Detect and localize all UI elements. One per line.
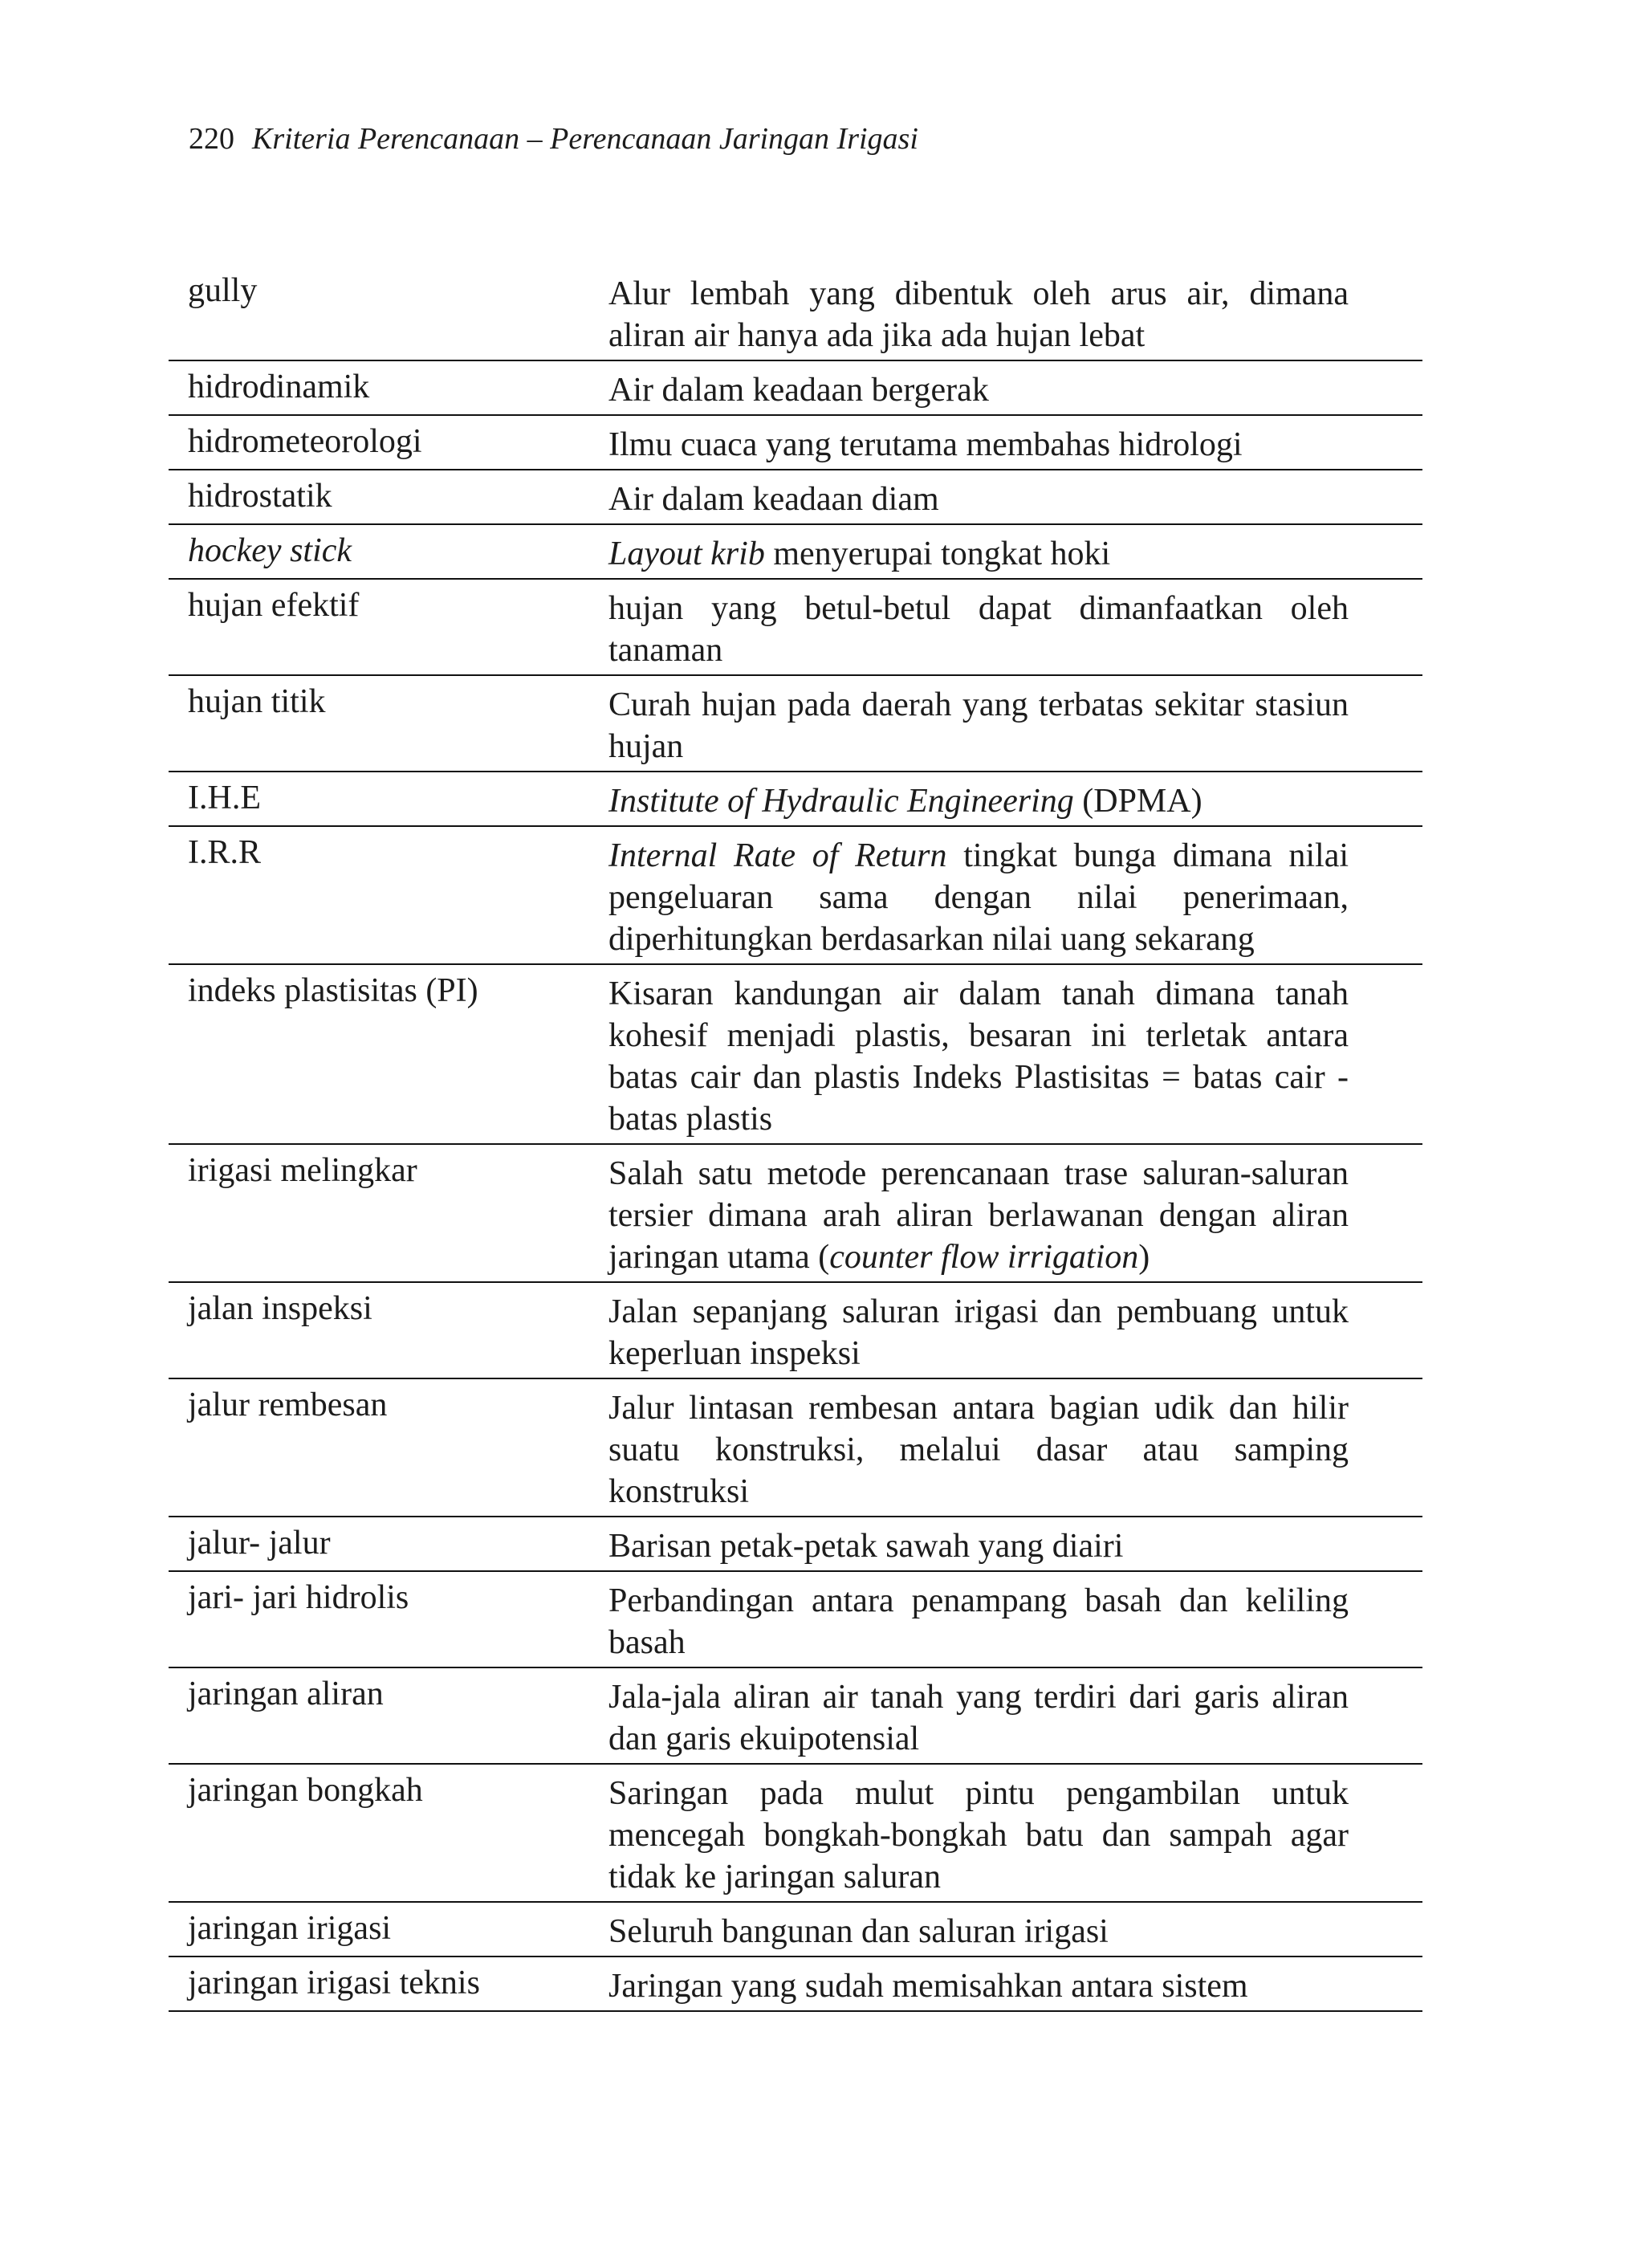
glossary-definition	[608, 1150, 1349, 1278]
glossary-definition: Air dalam keadaan diam	[608, 481, 939, 518]
definition-text-part: Salah satu metode perencanaan trase saluran-saluran tersier dimana arah aliran berlawanan dengan aliran jaringan utama (	[608, 1155, 1349, 1276]
glossary-term: hidrodinamik	[188, 368, 370, 405]
glossary-row	[169, 772, 1422, 827]
definition-end-part: )	[1138, 1239, 1150, 1276]
glossary-row	[169, 525, 1422, 580]
glossary-definition: Jalan sepanjang saluran irigasi dan pembuang untuk keperluan inspeksi	[608, 1293, 1349, 1372]
glossary-row	[169, 1957, 1422, 2012]
glossary-row	[169, 1765, 1422, 1903]
glossary-row	[169, 265, 1422, 361]
glossary-definition: Kisaran kandungan air dalam tanah dimana tanah kohesif menjadi plastis, besaran ini terletak antara batas cair dan plastis Indeks Plastisitas = batas cair - batas plastis	[608, 975, 1349, 1138]
definition-text-part: tingkat bunga dimana nilai pengeluaran sama dengan nilai penerimaan, diperhitungkan berdasarkan nilai uang sekarang	[608, 837, 1349, 958]
glossary-term: jari- jari hidrolis	[188, 1579, 409, 1616]
glossary-definition: hujan yang betul-betul dapat dimanfaatkan oleh tanaman	[608, 590, 1349, 669]
glossary-term: gully	[188, 272, 258, 309]
glossary-row	[169, 1903, 1422, 1957]
glossary-definition: Saringan pada mulut pintu pengambilan untuk mencegah bongkah-bongkah batu dan sampah agar tidak ke jaringan saluran	[608, 1775, 1349, 1895]
glossary-term: jaringan bongkah	[188, 1772, 423, 1809]
definition-italic-part: Layout krib	[608, 535, 765, 572]
glossary-definition: Air dalam keadaan bergerak	[608, 372, 989, 409]
running-title: Kriteria Perencanaan – Perencanaan Jaringan Irigasi	[252, 122, 918, 156]
glossary-row	[169, 676, 1422, 772]
page-number: 220	[189, 122, 234, 156]
glossary-definition: Curah hujan pada daerah yang terbatas sekitar stasiun hujan	[608, 686, 1349, 765]
glossary-definition: Jala-jala aliran air tanah yang terdiri dari garis aliran dan garis ekuipotensial	[608, 1679, 1349, 1757]
glossary-row	[169, 1517, 1422, 1572]
definition-text-part: (DPMA)	[1073, 783, 1202, 820]
glossary-term: hujan efektif	[188, 587, 360, 624]
glossary-row	[169, 1379, 1422, 1517]
glossary-row	[169, 1668, 1422, 1765]
glossary-term: jalur rembesan	[188, 1386, 388, 1423]
glossary-definition: Ilmu cuaca yang terutama membahas hidrologi	[608, 426, 1243, 463]
glossary-term: jalur- jalur	[188, 1525, 331, 1562]
glossary-definition	[608, 832, 1349, 960]
glossary-definition: Seluruh bangunan dan saluran irigasi	[608, 1913, 1109, 1950]
page-header	[189, 120, 918, 157]
glossary-definition: Jaringan yang sudah memisahkan antara sistem	[608, 1968, 1248, 2005]
definition-text-part: menyerupai tongkat hoki	[764, 535, 1111, 572]
glossary-row	[169, 580, 1422, 676]
definition-italic-part: Institute of Hydraulic Engineering	[608, 783, 1074, 820]
glossary-term: I.H.E	[188, 780, 261, 816]
glossary-term: jalan inspeksi	[188, 1290, 372, 1327]
definition-italic-part: Internal Rate of Return	[608, 837, 947, 874]
definition-italic-part: counter flow irrigation	[829, 1239, 1139, 1276]
glossary-term: indeks plastisitas (PI)	[188, 972, 478, 1009]
glossary-term: irigasi melingkar	[188, 1152, 417, 1189]
glossary-table	[169, 265, 1422, 2012]
glossary-row	[169, 1145, 1422, 1283]
glossary-row	[169, 470, 1422, 525]
glossary-row	[169, 965, 1422, 1145]
glossary-definition: Barisan petak-petak sawah yang diairi	[608, 1528, 1124, 1565]
glossary-term: hidrostatik	[188, 478, 332, 515]
glossary-term: hujan titik	[188, 683, 326, 720]
glossary-row	[169, 416, 1422, 470]
glossary-row	[169, 1572, 1422, 1668]
glossary-term: hidrometeorologi	[188, 423, 422, 460]
glossary-term: jaringan irigasi	[188, 1910, 392, 1947]
glossary-term: jaringan irigasi teknis	[188, 1965, 480, 2001]
glossary-definition: Alur lembah yang dibentuk oleh arus air, dimana aliran air hanya ada jika ada hujan lebat	[608, 275, 1349, 354]
glossary-term: hockey stick	[188, 532, 352, 569]
glossary-definition: Jalur lintasan rembesan antara bagian udik dan hilir suatu konstruksi, melalui dasar atau samping konstruksi	[608, 1390, 1349, 1510]
glossary-definition	[608, 777, 1349, 822]
glossary-term: I.R.R	[188, 834, 262, 871]
glossary-term: jaringan aliran	[188, 1676, 384, 1712]
glossary-row	[169, 827, 1422, 965]
glossary-definition	[608, 530, 1349, 575]
glossary-row	[169, 1283, 1422, 1379]
glossary-definition: Perbandingan antara penampang basah dan keliling basah	[608, 1582, 1349, 1661]
glossary-row	[169, 361, 1422, 416]
